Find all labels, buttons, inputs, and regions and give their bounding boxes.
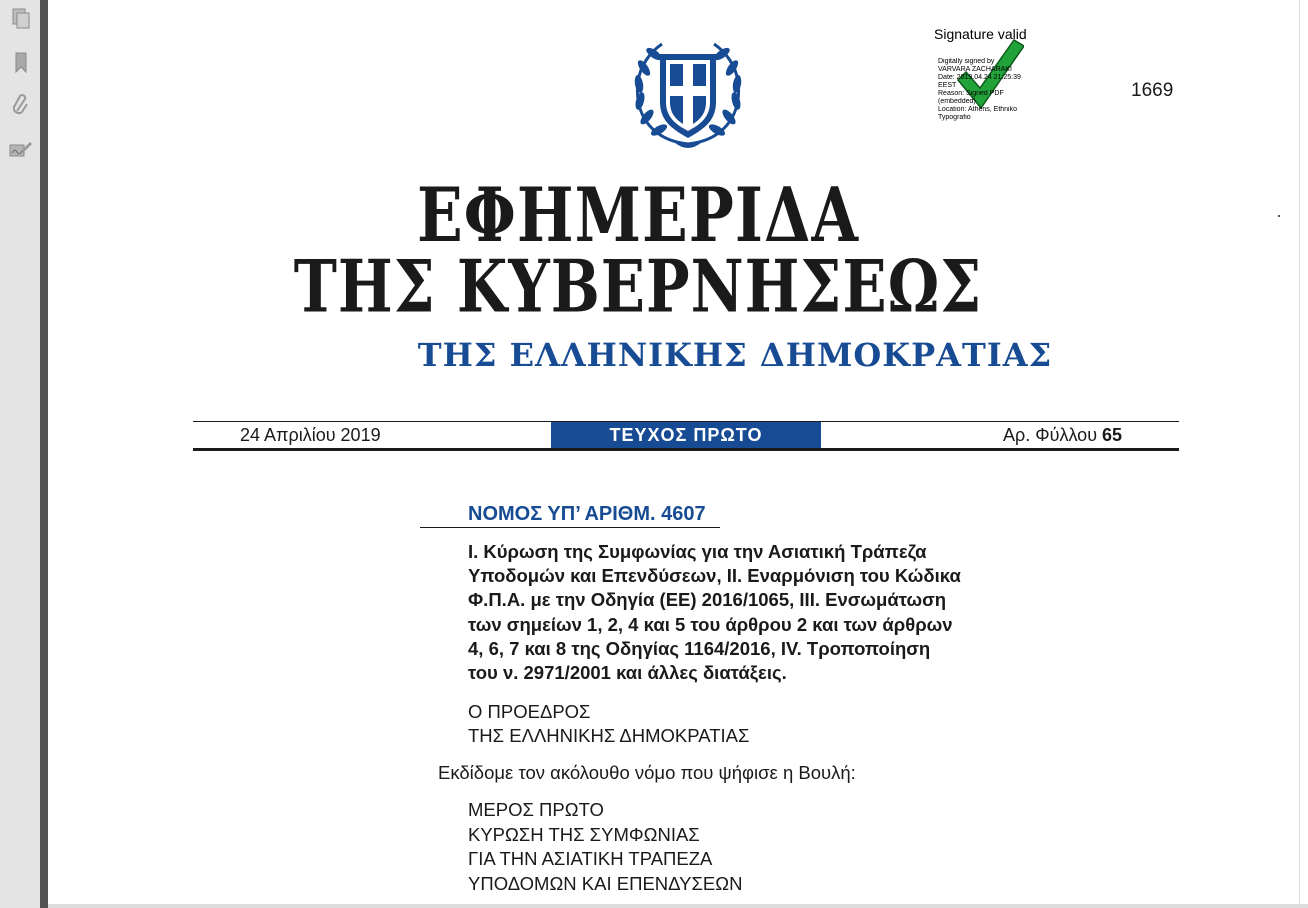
sheet-number-value: 65 [1102,425,1123,445]
page-edge [1299,0,1308,908]
issue-bar-bottom-rule [193,448,1179,451]
masthead-title-line1: ΕΦΗΜΕΡΙΔΑ [416,172,860,260]
bookmark-icon[interactable] [8,50,34,76]
law-title-rule [420,527,720,528]
signature-detail-line: (embedded) [938,98,976,105]
signature-detail-line: Reason: Signed PDF [938,90,1004,97]
law-description-line: των σημείων 1, 2, 4 και 5 του άρθρου 2 και των άρθρων [468,613,953,635]
issue-series-badge: ΤΕΥΧΟΣ ΠΡΩΤΟ [551,422,821,448]
print-mark [1278,215,1280,217]
signature-detail-line: Digitally signed by [938,58,995,65]
greek-coat-of-arms-emblem [628,24,748,158]
part-heading-line: ΓΙΑ ΤΗΝ ΑΣΙΑΤΙΚΗ ΤΡΑΠΕΖΑ [468,848,713,869]
president-line: Ο ΠΡΟΕΔΡΟΣ [468,701,591,722]
signature-detail-line: Typografio [938,114,971,121]
issue-date: 24 Απριλίου 2019 [240,425,381,445]
digital-signature-stamp[interactable] [934,26,1084,136]
document-page [48,0,1299,904]
page-bottom-edge [48,904,1308,908]
part-heading-line: ΚΥΡΩΣΗ ΤΗΣ ΣΥΜΦΩΝΙΑΣ [468,823,700,845]
pages-icon[interactable] [8,6,34,32]
enactment-clause: Εκδίδομε τον ακόλουθο νόμο που ψήφισε η Βουλή: [438,762,856,783]
page-number: 1669 [1131,80,1174,101]
viewer-side-toolbar [0,0,41,908]
law-description-line: Υποδομών και Επενδύσεων, ΙΙ. Εναρμόνιση του Κώδικα [468,565,961,587]
signature-details [938,58,1046,122]
part-heading [468,798,742,896]
signature-detail-line: Date: 2019.04.24 21:25:39 [938,74,1021,81]
law-title: ΝΟΜΟΣ ΥΠ’ ΑΡΙΘΜ. 4607 [468,503,706,525]
law-description-line: 4, 6, 7 και 8 της Οδηγίας 1164/2016, ΙV. Τροποποίηση [468,637,931,659]
panel-divider[interactable] [40,0,48,908]
law-description [468,540,988,685]
signature-detail-line: Location: Athens, Ethniko [938,106,1017,113]
law-description-line: Ι. Κύρωση της Συμφωνίας για την Ασιατική Τράπεζα [468,541,927,562]
law-description-line: Φ.Π.Α. με την Οδηγία (ΕΕ) 2016/1065, ΙΙΙ. Ενσωμάτωση [468,589,947,611]
president-line: ΤΗΣ ΕΛΛΗΝΙΚΗΣ ΔΗΜΟΚΡΑΤΙΑΣ [468,725,750,746]
sheet-number [1003,425,1122,446]
paperclip-icon[interactable] [8,92,34,118]
masthead-subtitle: ΤΗΣ ΕΛΛΗΝΙΚΗΣ ΔΗΜΟΚΡΑΤΙΑΣ [417,336,1053,374]
signature-detail-line: VARVARA ZACHARAKI [938,66,1012,73]
signature-icon[interactable] [8,136,34,162]
signature-detail-line: EEST [938,82,957,89]
part-heading-line: ΜΕΡΟΣ ΠΡΩΤΟ [468,799,604,820]
law-description-line: του ν. 2971/2001 και άλλες διατάξεις. [468,662,787,684]
part-heading-line: ΥΠΟΔΟΜΩΝ ΚΑΙ ΕΠΕΝΔΥΣΕΩΝ [468,872,743,894]
masthead-title-line2: ΤΗΣ ΚΥΒΕΡΝΗΣΕΩΣ [293,244,983,329]
sheet-number-label: Αρ. Φύλλου [1003,425,1103,445]
signature-status: Signature valid [934,26,1027,42]
president-heading [468,700,749,748]
